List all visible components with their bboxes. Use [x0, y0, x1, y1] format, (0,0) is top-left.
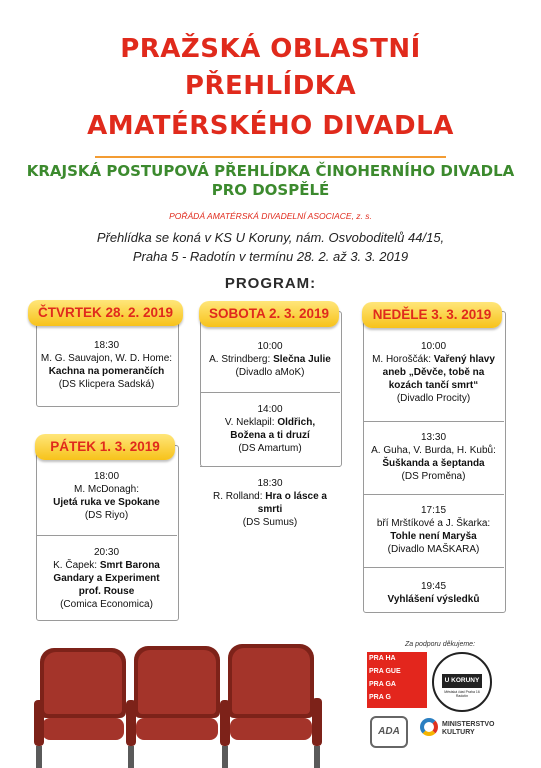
- event-author: A. Guha, V. Burda, H. Kubů:: [371, 445, 496, 456]
- event-sun-4: [363, 580, 504, 606]
- event-author: V. Neklapil:: [224, 417, 275, 428]
- event-author: M. McDonagh:: [73, 484, 140, 495]
- seat-back-face: [44, 652, 122, 714]
- event-title: Smrt Barona: [99, 560, 160, 571]
- event-title: Tohle není Maryša: [390, 531, 477, 542]
- saturday-tab: SOBOTA 2. 3. 2019: [199, 301, 339, 327]
- u-koruny-logo: [432, 652, 492, 712]
- divider: [36, 535, 177, 536]
- u-koruny-label: U KORUNY: [442, 674, 482, 688]
- divider: [363, 421, 504, 422]
- event-time: 10:00: [420, 341, 447, 352]
- event-time: 18:30: [93, 340, 120, 351]
- event-title: Vařený hlavy: [433, 354, 495, 365]
- u-koruny-ring-text: Městská část Praha 16 Radotín: [444, 690, 480, 698]
- title-line-3: AMATÉRSKÉHO DIVADLA: [87, 111, 454, 141]
- ministry-logo-text: [442, 721, 495, 737]
- seat-cushion: [230, 718, 312, 740]
- venue-line-1: Přehlídka se koná v KS U Koruny, nám. Osvoboditelů 44/15,: [96, 230, 445, 245]
- seat-leg: [314, 746, 320, 768]
- venue-line-2: Praha 5 - Radotín v termínu 28. 2. až 3. 3. 2019: [132, 249, 409, 264]
- event-time: 18:00: [93, 471, 120, 482]
- divider: [200, 392, 340, 393]
- friday-tab: PÁTEK 1. 3. 2019: [35, 434, 175, 460]
- event-title: Slečna Julie: [273, 354, 331, 365]
- event-title: Oldřich,: [277, 417, 316, 428]
- praha-logo-line: PRA GA: [369, 681, 396, 688]
- event-time: 19:45: [420, 581, 447, 592]
- event-author: bří Mrštíkové a J. Škarka:: [376, 518, 491, 529]
- event-thu-1: [36, 339, 177, 391]
- event-sun-2: [363, 431, 504, 483]
- event-sun-1: [363, 340, 504, 405]
- divider: [200, 466, 340, 467]
- armrest: [34, 700, 44, 746]
- sunday-tab: NEDĚLE 3. 3. 2019: [362, 302, 502, 328]
- event-time: 18:30: [257, 478, 283, 489]
- seat-cushion: [136, 718, 218, 740]
- event-time: 10:00: [257, 341, 283, 352]
- event-sat-1: [200, 340, 340, 379]
- event-author: A. Strindberg:: [209, 354, 271, 365]
- event-group: (DS Riyo): [84, 510, 129, 521]
- ministry-line-1: MINISTERSTVO: [442, 721, 495, 728]
- event-time: 17:15: [420, 505, 447, 516]
- organizer-text: POŘÁDÁ AMATÉRSKÁ DIVADELNÍ ASOCIACE, z. s.: [169, 211, 372, 221]
- seat-leg: [128, 746, 134, 768]
- praha-logo-line: PRA G: [369, 694, 391, 701]
- event-title: Kachna na pomerančích: [48, 366, 165, 377]
- seat-leg: [36, 746, 42, 768]
- title-line-2: PŘEHLÍDKA: [184, 71, 357, 101]
- event-title: prof. Rouse: [78, 586, 135, 597]
- ada-logo: ADA: [370, 716, 408, 748]
- subtitle-line-2: PRO DOSPĚLÉ: [211, 181, 330, 199]
- event-author: M. G. Sauvajon, W. D. Home:: [40, 353, 173, 364]
- event-sat-3: [200, 477, 340, 529]
- event-title: Vyhlášení výsledků: [387, 594, 480, 605]
- event-group: (Divadlo aMoK): [235, 367, 305, 378]
- seat-leg: [222, 746, 228, 768]
- praha-logo-line: PRA GUE: [369, 668, 401, 675]
- armrest: [312, 698, 322, 746]
- event-title: Šuškanda a šeptanda: [382, 458, 485, 469]
- event-title: Hra o lásce a smrti: [257, 491, 327, 515]
- praha-logo: [367, 652, 427, 708]
- seat-cushion: [42, 718, 124, 740]
- event-time: 20:30: [93, 547, 120, 558]
- event-fri-1: [36, 470, 177, 522]
- ministry-logo-icon: [420, 718, 438, 736]
- event-group: (DS Klicpera Sadská): [58, 379, 155, 390]
- title-divider: [95, 156, 446, 158]
- event-time: 14:00: [257, 404, 283, 415]
- event-title: Gandary a Experiment: [53, 573, 160, 584]
- event-title: Božena a ti druzí: [230, 430, 310, 441]
- theater-seats-illustration: [34, 640, 334, 768]
- event-author: K. Čapek:: [53, 560, 98, 571]
- armrest: [126, 700, 136, 746]
- thursday-tab: ČTVRTEK 28. 2. 2019: [28, 300, 183, 326]
- event-sat-2: [200, 403, 340, 455]
- event-title: kozách tančí smrt“: [388, 380, 479, 391]
- event-group: (Divadlo MAŠKARA): [387, 544, 480, 555]
- program-label: PROGRAM:: [224, 275, 317, 292]
- event-title: Ujetá ruka ve Spokane: [53, 497, 160, 508]
- event-group: (DS Proměna): [401, 471, 466, 482]
- subtitle-line-1: KRAJSKÁ POSTUPOVÁ PŘEHLÍDKA ČINOHERNÍHO DIVADLA: [26, 162, 515, 180]
- armrest: [220, 700, 230, 746]
- event-sun-3: [363, 504, 504, 556]
- seat-back-face: [138, 650, 216, 714]
- divider: [363, 567, 504, 568]
- seat-back-face: [232, 648, 310, 714]
- event-time: 13:30: [420, 432, 447, 443]
- title-line-1: PRAŽSKÁ OBLASTNÍ: [120, 34, 421, 64]
- event-author: R. Rolland:: [213, 491, 263, 502]
- ministry-line-2: KULTURY: [442, 729, 475, 736]
- event-fri-2: [36, 546, 177, 611]
- event-group: (DS Sumus): [242, 517, 298, 528]
- divider: [363, 494, 504, 495]
- event-group: (Divadlo Procity): [396, 393, 471, 404]
- event-title: aneb „Děvče, tobě na: [382, 367, 485, 378]
- thanks-text: Za podporu děkujeme:: [404, 641, 476, 648]
- event-author: M. Horoščák:: [372, 354, 431, 365]
- praha-logo-line: PRA HA: [369, 655, 396, 662]
- event-group: (Comica Economica): [60, 599, 153, 610]
- event-group: (DS Amartum): [238, 443, 302, 454]
